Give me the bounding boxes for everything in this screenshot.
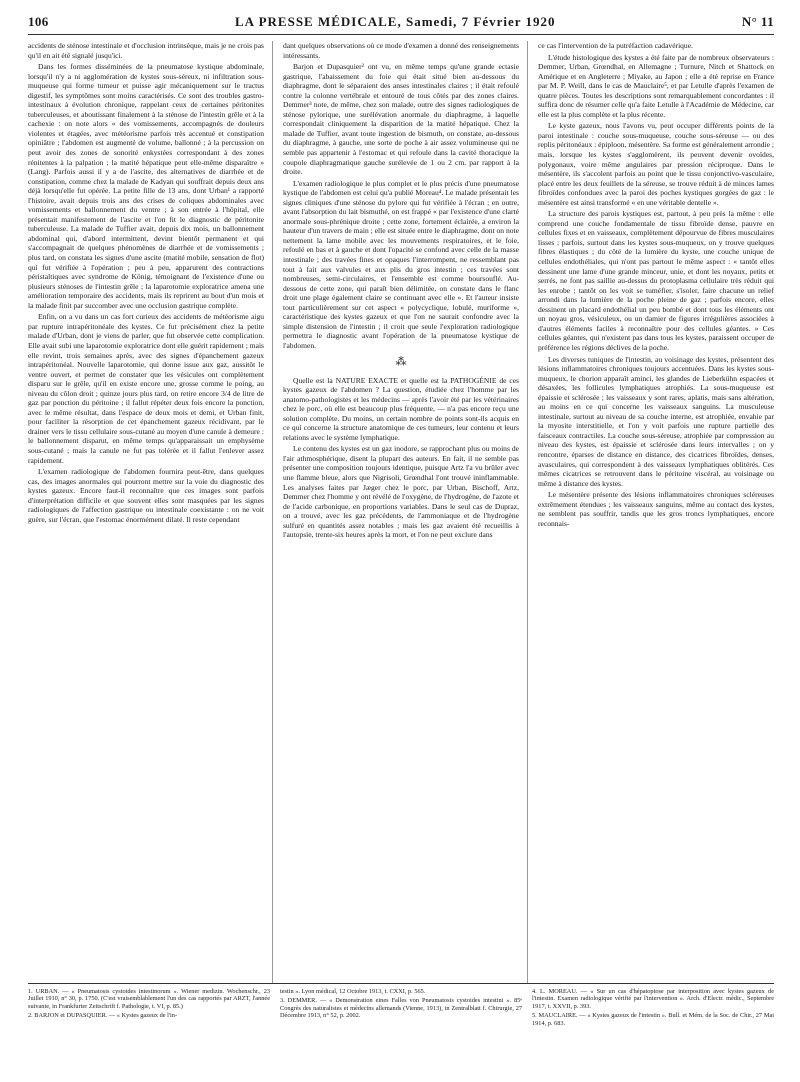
issue-number: N° 11 [741, 14, 774, 29]
paragraph: Dans les formes disséminées de la pneumatose kystique abdominale, lorsqu'il n'y a ni agglomération de kystes sous-séreux, ni infiltration sous-muqueuse qui forme tumeur et puisse agir mécaniquement sur le tractus digestif, les symptômes sont moins caractérisés. Ce sont des troubles gastro-intestinaux à évolution chronique, rappelant ceux de certaines péritonites tuberculeuses, et aboutissant finalement à la sténose de l'intestin grêle et à la cachexie : on note alors « des vomissements, accompagnés de douleurs violentes et étagées, avec météorisme parfois très accentué et constipation opiniâtre ; l'abdomen est augmenté de volume, ballonné ; à la percussion on peut avoir des zones de sonorité enkystées correspondant à des zones rénitentes à la palpation ; la matité hépatique peut elle-même disparaître » (Lang). Parfois aussi il y a de l'ascite, des alternatives de diarrhée et de constipation, comme chez la malade de Kadyan qui souffrait depuis deux ans déjà lorsqu'elle fut opérée. La petite fille de 13 ans, dont Urban¹ a rapporté l'histoire, avait depuis trois ans des crises de coliques abdominales avec vomissements et ballonnement du ventre ; à son entrée à l'hôpital, elle présentait manifestement de l'ascite et l'on fit le diagnostic de péritonite tuberculeuse. La malade de Tuffier avait, depuis dix mois, un ballonnement abdominal qui, d'abord intermittent, devint bientôt permanent et qui s'accompagnait de quelques phénomènes de diarrhée et de vomissements ; plus tard, on constata les signes d'une ascite (matité mobile, sensation de flot) qui fut vérifiée à l'opération ; peu à peu, apparurent des contractions péristaltiques avec syndrome de König, témoignant de l'existence d'une ou plusieurs sténoses de l'intestin grêle ; la laparotomie exploratrice amena une amélioration temporaire des accidents, mais ils reprirent au bout d'un mois et la malade finit par succomber avec une occlusion gastrique complète. [28, 62, 264, 310]
paragraph: Enfin, on a vu dans un cas fort curieux des accidents de météorisme aigu par rupture intrapéritonéale des kystes. Ce fut précisément chez la petite malade d'Urban, dont je viens de parler, que fut observée cette complication. Elle avait subi une laparotomie exploratrice dont elle guérit rapidement ; mais elle revint, trois semaines après, avec des signes d'épanchement gazeux intrapéritonéal. Nouvelle laparotomie, qui donne issue aux gaz, aussitôt le ventre ouvert, et permet de constater que les vésicules ont complètement disparu sur le grêle, qu'il en existe encore une, grosse comme le poing, au niveau du côlon droit ; quinze jours plus tard, on retire encore 3/4 de litre de gaz par ponction du péritoine ; il fallut répéter deux fois encore la ponction, avec le même résultat, dans l'espace de deux mois et demi, et Urban finit, pour faciliter la résorption de cet épanchement gazeux récidivant, par le drainer vers le tissu cellulaire sous-cutané au moyen d'une canule à demeure : le ballonnement disparut, en même temps qu'apparaissait un emphysème sous-cutané ; mais la canule ne fut pas tolérée et il fallut l'enlever assez rapidement. [28, 312, 264, 465]
journal-title: LA PRESSE MÉDICALE, Samedi, 7 Février 1920 [235, 14, 556, 29]
footnotes-column-1 [28, 988, 270, 1066]
column-2 [283, 41, 528, 983]
column-1 [28, 41, 273, 983]
column-3 [538, 41, 774, 983]
section-separator-asterism: ⁂ [395, 355, 407, 368]
paragraph: L'examen radiologique de l'abdomen fournira peut-être, dans quelques cas, des images anormales qui pourront mettre sur la voie du diagnostic des kystes gazeux. Encore faut-il reconnaître que ces images sont parfois d'interprétation difficile et que souvent elles sont masquées par les signes radiologiques de l'affection gastrique ou intestinale coexistante : on ne voit guère, sur l'écran, que l'estomac énormément dilaté. Il reste cependant [28, 467, 264, 524]
footnotes [28, 983, 774, 1066]
footnotes-column-2 [280, 988, 522, 1066]
footnotes-column-3 [532, 988, 774, 1066]
footnote: 5. MAUCLAIRE. — « Kystes gazeux de l'intestin ». Bull. et Mém. de la Soc. de Chir., 27 Mai 1914, p. 683. [532, 1012, 774, 1027]
paragraph: Le kyste gazeux, nous l'avons vu, peut occuper différents points de la paroi intestinale : couche sous-muqueuse, couche sous-séreuse — ou des replis péritonéaux : épiploon, mésentère. Sa forme est généralement arrondie ; mais, lorsque les kystes s'agglomèrent, ils peuvent devenir ovoïdes, polygonaux, voire même angulaires par pression réciproque. Dans le mésentère, ils s'accolent parfois au point que le tissu conjonctivo-vasculaire, placé entre les deux feuillets de la séreuse, se trouve réduit à de minces lames fibroïdes confondues avec la paroi des poches kystiques gorgées de gaz : le mésentère est ainsi transformé « en une véritable dentelle ». [538, 121, 774, 207]
footnote: 1. URBAN. — « Pneumatosis cystoides intestinorum ». Wiener medizin. Wochenschr., 23 Juillet 1910, n° 30, p. 1750. (C'est vraisemblablement l'un des cas rapportés par ARZT, l'année suivante, in Frankfurter Zeitschrift f. Pathologie, t. VI, p. 85.) [28, 988, 270, 1010]
paragraph: Quelle est la NATURE EXACTE et quelle est la PATHOGÉNIE de ces kystes gazeux de l'abdomen ? La question, étudiée chez l'homme par les anatomo-pathologistes et les médecins — après l'avoir été par les vétérinaires chez le porc, où elle est beaucoup plus fréquente, — n'a pas encore reçu une solution complète. Du moins, un certain nombre de points sont-ils acquis en ce qui concerne la structure anatomique de ces tumeurs, leur contenu et leurs relations avec le système lymphatique. [283, 375, 519, 442]
page-number: 106 [28, 14, 49, 29]
paragraph: Le mésentère présente des lésions inflammatoires chroniques scléreuses extrêmement étendues ; les vaisseaux sanguins, même au contact des kystes, ne semblent pas souffrir, tandis que les gros troncs lymphatiques, encore reconnais- [538, 490, 774, 528]
footnote: 4. L. MOREAU. — « Sur un cas d'hépatoptose par interposition avec kystes gazeux de l'intestin. Examen radiologique vérifié par l'intervention ». Arch. d'Electr. médic., Septembre 1917, t. XXVII, p. 393. [532, 988, 774, 1010]
paragraph: Le contenu des kystes est un gaz inodore, se rapprochant plus ou moins de l'air athmosphérique, disent la plupart des auteurs. En fait, il ne semble pas présenter une composition toujours identique, puisque Artz l'a vu brûler avec une flamme bleue, alors que Nigrisoli, Grœndhal l'ont trouvé ininflammable. Les analyses faites par Jæger chez le porc, par Urban, Bischoff, Artz, Demmer chez l'homme y ont révélé de l'oxygène, de l'hydrogène, de l'azote et de l'acide carbonique, en proportions variables. Dans le seul cas de Dupraz, on a trouvé, avec les gaz précédents, de l'ammoniaque et de l'hydrogène sulfuré en quantités assez notables ; mais les gaz avaient été recueillis à l'autopsie, trente-six heures après la mort, et l'on ne peut exclure dans [283, 444, 519, 540]
paragraph: Barjon et Dupasquier² ont vu, en même temps qu'une grande ectasie gastrique, l'abaissement du foie qui était situé bien au-dessous du diaphragme, dont le séparaient des anses intestinales claires ; il était refoulé contre la colonne vertébrale et entouré de tous côtés par des zones claires. Demmer³ note, de même, chez son malade, outre des signes radiologiques de sténose pylorique, une surélévation anormale du diaphragme, à laquelle correspondait cliniquement la disparition de la matité hépatique. Chez la malade de Tuffier, avant toute ingestion de bismuth, on constate, au-dessous du diaphragme, à gauche, une sorte de poche à air assez volumineuse qui ne semble pas appartenir à l'estomac et qui refoule dans la cavité thoracique la coupole diaphragmatique gauche surélevée de 1 ou 2 cm. par rapport à la droite. [283, 62, 519, 177]
paragraph: L'examen radiologique le plus complet et le plus précis d'une pneumatose kystique de l'abdomen est celui qu'a publié Moreau⁴. Le malade présentait les signes cliniques d'une sténose du pylore qui fut vérifiée à l'écran ; en outre, avant l'absorption du lait bismuthé, on est frappé « par l'existence d'une clarté anormale sous-phrénique droite ; cette zone, fortement éclairée, a environ la hauteur d'un travers de main ; elle est située entre le diaphragme, dont on note nettement la lame mobile avec les mouvements respiratoires, et le foie, refoulé en bas et à gauche et dont l'opacité se confond avec celle de la masse intestinale ; des travées fines et opaques l'interrompent, ne ressemblant pas tout à fait aux valvules et aux plis du gros intestin ; ces travées sont nombreuses, semi-circulaires, et l'ensemble est comme boursouflé. Au-dessous de cette zone, qui paraît bien délimitée, on constate dans le flanc droit une plage également claire se continuant avec elle ». Et l'auteur insiste tout particulièrement sur cet aspect « polycyclique, lobulé, muriforme », caractéristique des kystes gazeux et que l'on ne saurait confondre avec la simple distension de l'intestin ; il croit que seule l'exploration radiologique permettra le diagnostic avant l'opération de la pneumatose kystique de l'abdomen. [283, 178, 519, 350]
paragraph: L'étude histologique des kystes a été faite par de nombreux observateurs : Demmer, Urban, Grœndhal, en Allemagne ; Turnure, Nitch et Shattock en Amérique et en Angleterre ; Miyake, au Japon ; elle a été reprise en France par M. P. Weill, dans le cas de Mauclaire⁵, et par Letulle d'après l'examen de quatre pièces. Toutes les descriptions sont remarquablement concordantes : il suffira donc de résumer celle qu'a faite Letulle à l'Académie de Médecine, car elle est la plus complète et la plus récente. [538, 52, 774, 119]
paragraph: dant quelques observations où ce mode d'examen a donné des renseignements intéressants. [283, 41, 519, 60]
footnote: 2. BARJON et DUPASQUIER. — « Kystes gazeux de l'in- [28, 1012, 178, 1020]
page-header [28, 14, 774, 35]
paragraph: Les diverses tuniques de l'intestin, au voisinage des kystes, présentent des lésions inflammatoires chroniques toujours accentuées. Dans les kystes sous-muqueux, le chorion apparaît aminci, les glandes de Lieberkühn espacées et désaxées, les follicules lymphatiques atrophiés. La sous-muqueuse est épaissie et sclérosée ; les vaisseaux y sont rares, aplatis, mais sans altération, au moins en ce qui concerne les vaisseaux sanguins. La musculeuse intestinale, surtout au niveau de sa couche interne, est atrophiée, envahie par la myosite interstitielle, et l'on y voit parfois une rupture partielle des faisceaux contractiles. La couche sous-séreuse, atrophiée par compression au niveau des kystes, est épaissie et sclérosée dans leurs intervalles ; on y rencontre, éparses de distance en distance, des cicatrices fibroïdes, denses, avasculaires, qui correspondent à des vaisseaux lymphatiques oblitérés. Ces mêmes cicatrices se retrouvent dans le péritoine viscéral, au voisinage ou même à distance des kystes. [538, 354, 774, 488]
paragraph: accidents de sténose intestinale et d'occlusion intrinsèque, mais je ne crois pas qu'il en ait été signalé jusqu'ici. [28, 41, 264, 60]
footnote: testin ». Lyon médical, 12 Octobre 1913, t. CXXI, p. 565. [280, 988, 426, 995]
footnote: 3. DEMMER. — « Demonstration eines Falles von Pneumatosis cystoides intestini ». 85ᵉ Congrès des naturalistes et médecins allemands (Vienne, 1913), in Zentralblatt f. Chirurgie, 27 Décembre 1913, n° 52, p. 2002. [280, 997, 522, 1020]
paragraph: La structure des parois kystiques est, partout, à peu près la même : elle comprend une couche fondamentale de tissu fibroïde dense, pauvre en cellules fixes et en vaisseaux, complètement dépourvue de fibres musculaires lisses ; parfois, surtout dans les kystes sous-muqueux, on y trouve quelques fibres élastiques ; du côté de la lumière du kyste, une couche unique de cellules endothéliales, qui n'ont pas partout le même aspect : « tantôt elles dessinent une lame d'une grande minceur, unie, et dont les noyaux, petits et serrés, ne font pas saillie au-dessus du protoplasma cellulaire très réduit qui les enrobe ; tantôt on les voit se tuméfier, s'isoler, faire chacune un relief arrondi dans la lumière de la poche pleine de gaz ; parfois encore, elles dessinent un placard endothélial un peu bombé et dont tous les éléments ont un noyau gros, vésiculeux, ou un damier de figures irrégulières associées à d'autres éléments faciles à reconnaître pour des cellules géantes. » Ces cellules géantes, qui n'existent pas dans tous les kystes, paraissent occuper de préférence les régions déclives de la poche. [538, 209, 774, 352]
paragraph: ce cas l'intervention de la putréfaction cadavérique. [538, 41, 693, 50]
article-columns [28, 41, 774, 983]
